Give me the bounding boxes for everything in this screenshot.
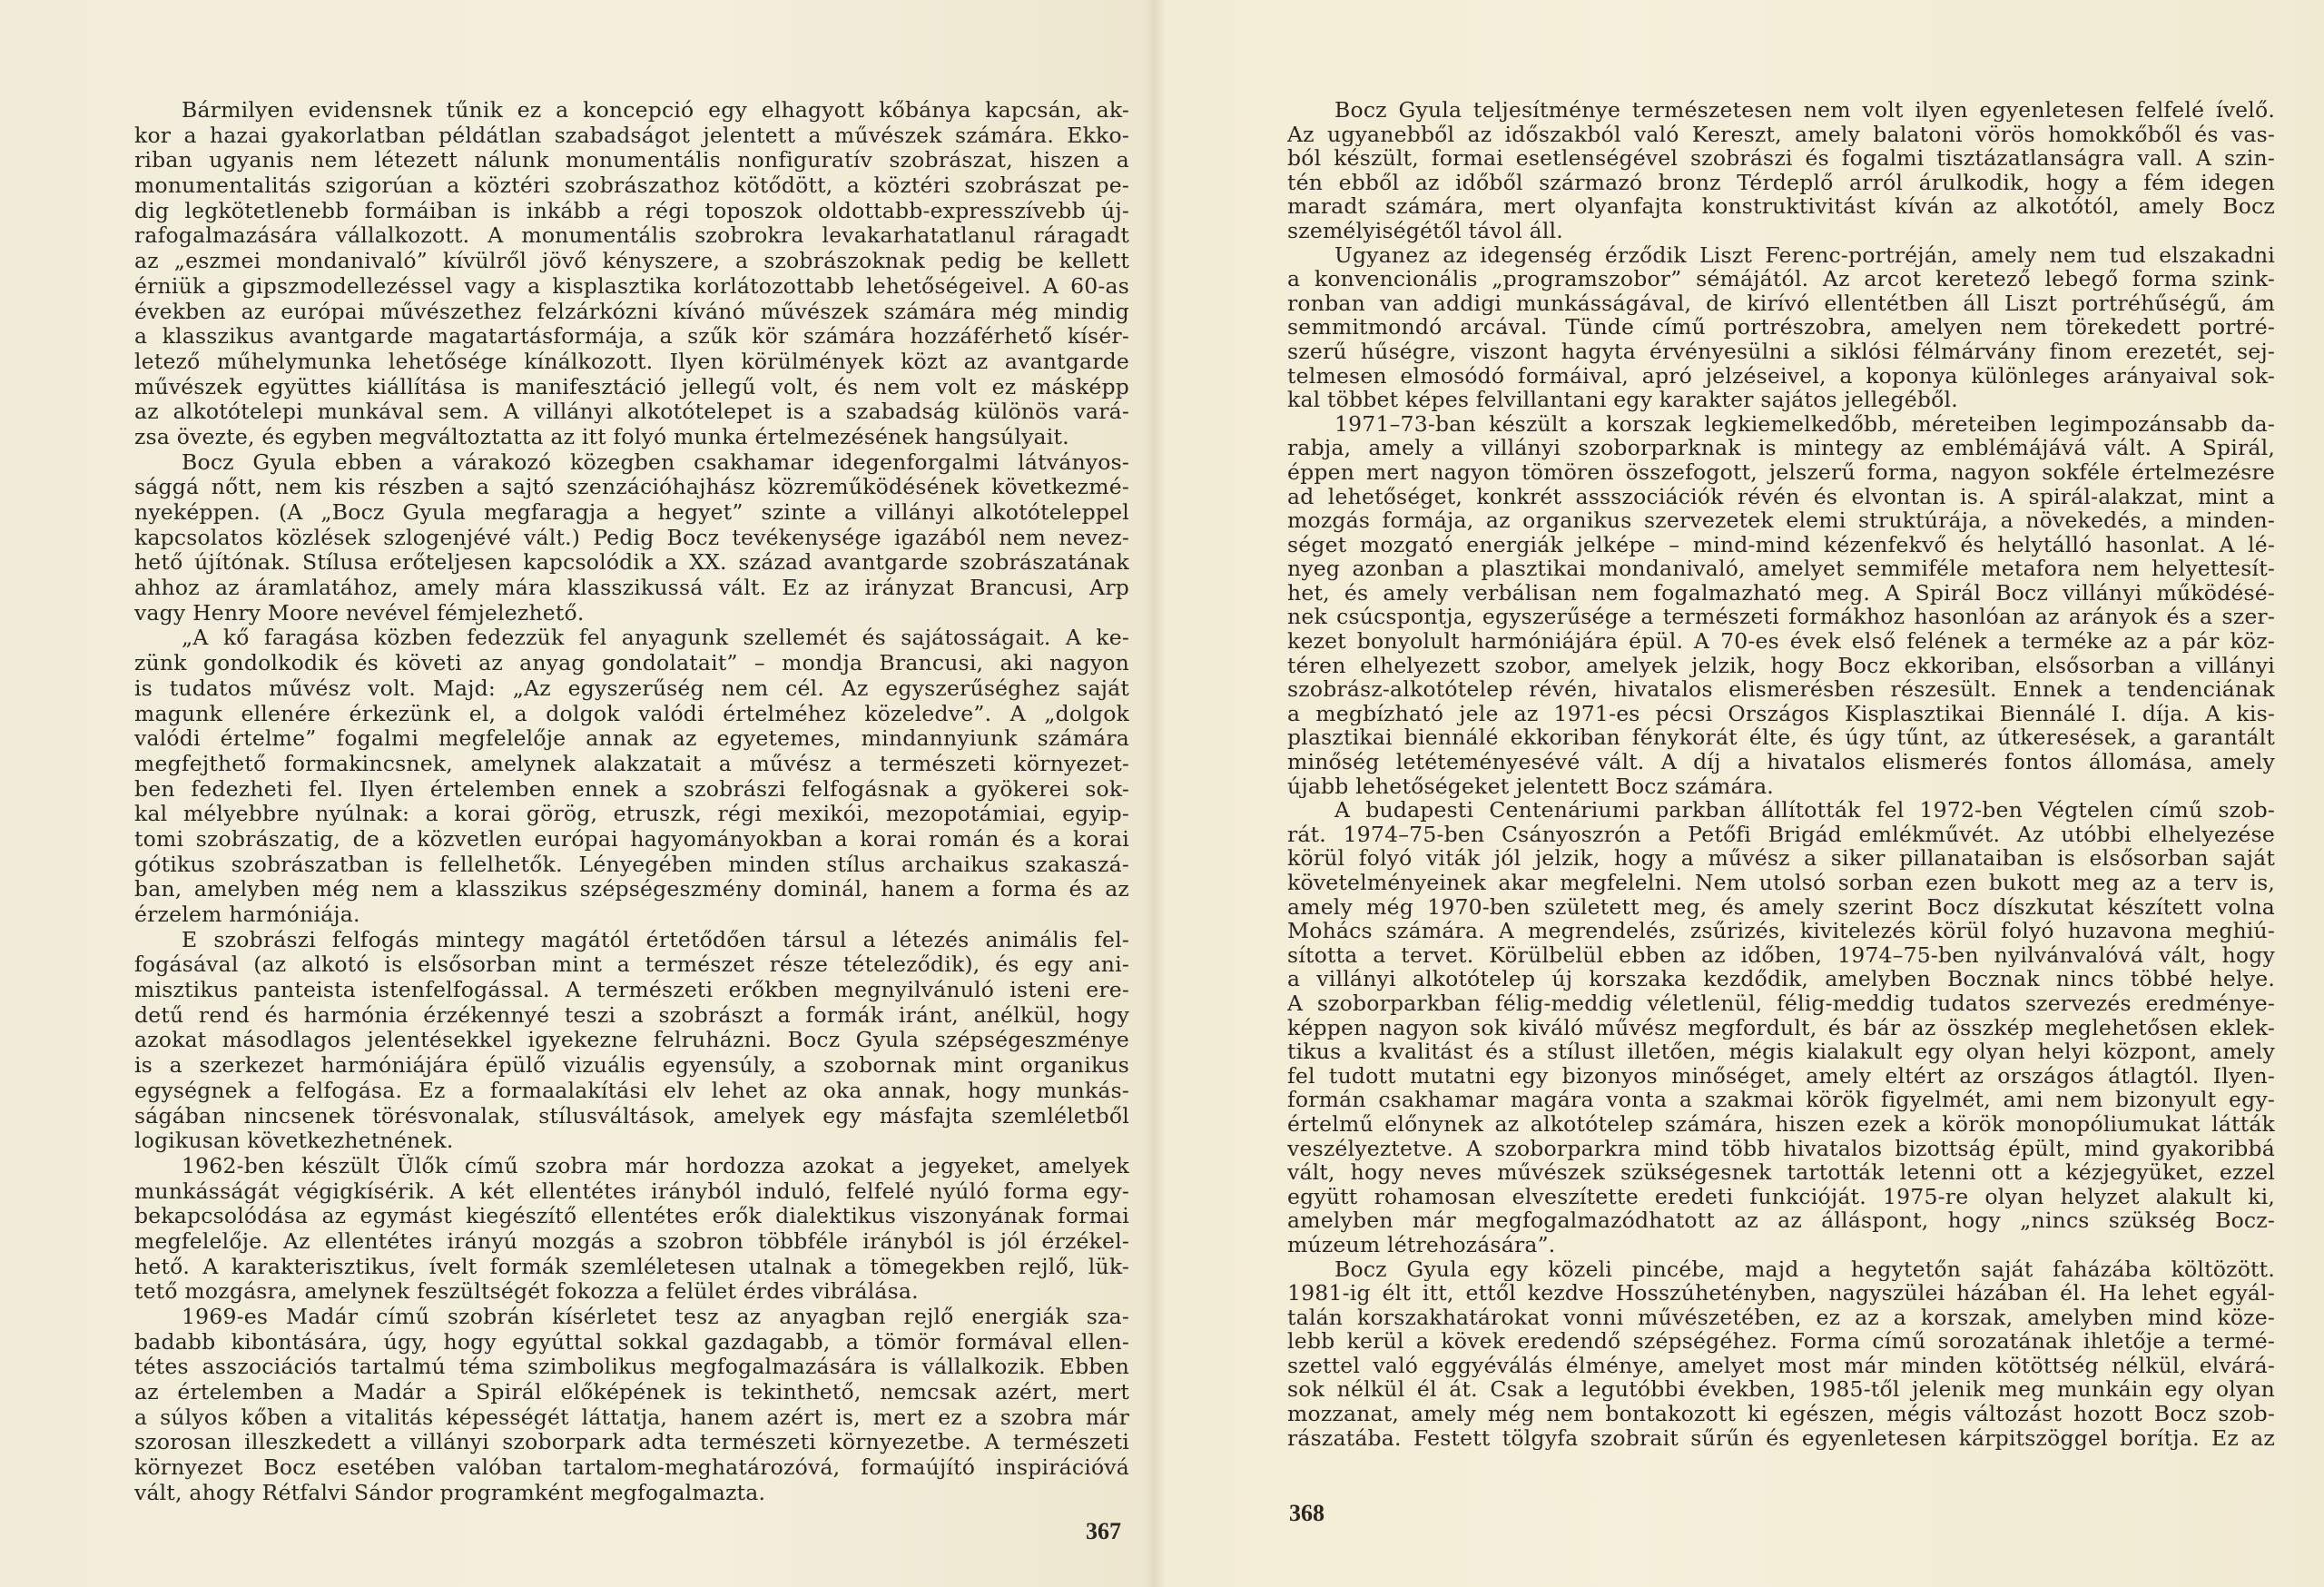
text-line: séget mozgató energiák jelképe – mind-mind kézenfekvő és helytálló hasonlat. A lé- (1287, 532, 2275, 557)
text-line: művészek együttes kiállítása is manifesztáció jellegű volt, és nem volt ez másképp (134, 374, 1129, 399)
text-line: ból készült, formai esetlenségével szobrászi és fogalmi tisztázatlanságra vall. A szin- (1287, 146, 2275, 171)
text-line: monumentalitás szigorúan a köztéri szobrászathoz kötődött, a köztéri szobrászat pe- (134, 173, 1129, 199)
text-line: fogásával (az alkotó is elsősorban mint a természet része tételeződik), és egy ani- (134, 952, 1129, 978)
text-line: személyiségétől távol áll. (1287, 218, 1563, 243)
text-line: nek csúcspontja, egyszerűsége a természeti formákhoz hasonlóan az arányok és a szer- (1287, 605, 2275, 630)
text-line: plasztikai biennálé ekkoriban fénykorát élte, és úgy tűnt, az útkeresések, a garantált (1287, 725, 2275, 751)
text-line: ban, amelyben még nem a klasszikus szépségeszmény dominál, hanem a forma és az (134, 877, 1129, 902)
right-page-text (1287, 98, 2275, 1450)
text-line: érzelem harmóniája. (134, 902, 360, 927)
text-line: bekapcsolódása az egymást kiegészítő ellentétes erők dialektikus viszonyának formai (134, 1204, 1129, 1229)
text-line: képpen nagyon sok kiváló művész megfordult, és bár az összkép meglehetősen eklek- (1287, 1015, 2275, 1040)
text-line: azokat másodlagos jelentésekkel igyekezne felruházni. Bocz Gyula szépségeszménye (134, 1028, 1129, 1053)
text-line: formán csakhamar magára vonta a szakmai körök figyelmét, ami nem bizonyult egy- (1287, 1088, 2275, 1112)
text-line: Mohács számára. A megrendelés, zsűrizés, kivitelezés körül folyó huzavona meghiú- (1287, 919, 2275, 943)
text-line: kal többet képes felvillantani egy karakter sajátos jellegéből. (1287, 388, 1958, 412)
text-line: hető újítónak. Stílusa erőteljesen kapcsolódik a XX. század avantgarde szobrászatának (134, 550, 1129, 576)
text-line: 1971–73-ban készült a korszak legkiemelkedőbb, méreteiben legimpozánsabb da- (1334, 411, 2275, 437)
text-line: téren elhelyezett szobor, amelyek jelzik, hogy Bocz ekkoriban, elsősorban a villányi (1287, 653, 2275, 678)
text-line: múzeum létrehozására”. (1287, 1232, 1556, 1257)
text-line: hető. A karakterisztikus, ívelt formák szemléletesen utalnak a tömegekben rejlő, lük- (134, 1254, 1129, 1279)
text-line: letező műhelymunka lehetősége kínálkozott. Ilyen körülmények közt az avantgarde (134, 349, 1129, 374)
text-line: az „eszmei mondanivaló” kívülről jövő kényszere, a szobrászoknak pedig be kellett (134, 249, 1129, 274)
text-line: rát. 1974–75-ben Csányoszrón a Petőfi Brigád emlékművét. Az utóbbi elhelyezése (1287, 822, 2275, 847)
text-line: Bocz Gyula ebben a várakozó közegben csakhamar idegenforgalmi látványos- (182, 449, 1129, 475)
text-line: kezet bonyolult harmóniájára épül. A 70-es évek első felének a terméke az a pár köz- (1287, 629, 2275, 654)
text-line: ságában nincsenek törésvonalak, stílusváltások, amelyek egy másfajta szemléletből (134, 1103, 1129, 1129)
text-line: ben fedezheti fel. Ilyen értelemben ennek a szobrászi felfogásnak a gyökerei sok- (134, 776, 1129, 802)
text-line: tétes asszociációs tartalmú téma szimbolikus megfogalmazására is vállalkozik. Ebben (134, 1355, 1129, 1380)
text-line: zünk gondolkodik és követi az anyag gondolatait” – mondja Brancusi, aki nagyon (134, 651, 1129, 676)
text-line: telmesen elmosódó formáival, apró jelzéseivel, a koponya különleges arányaival sok- (1287, 363, 2275, 389)
text-line: amelyben már megfogalmazódhatott az az álláspont, hogy „nincs szükség Bocz- (1287, 1208, 2275, 1233)
text-line: környezet Bocz esetében valóban tartalom-meghatározóvá, formaújító inspirációvá (134, 1455, 1129, 1481)
text-line: az alkotótelepi munkával sem. A villányi alkotótelepet is a szabadság különös vará- (134, 399, 1129, 425)
text-line: talán korszakhatárokat vonni művészetében, ez az a korszak, amelyben mind köze- (1287, 1305, 2275, 1330)
text-line: dig legkötetlenebb formáiban is inkább a régi toposzok oldottabb-expresszívebb új- (134, 198, 1129, 223)
text-line: riban ugyanis nem létezett nálunk monumentális nonfiguratív szobrászat, hiszen a (134, 148, 1129, 173)
text-line: badabb kibontására, úgy, hogy egyúttal sokkal gazdagabb, a tömör formával ellen- (134, 1329, 1129, 1355)
text-line: szorosan illeszkedett a villányi szoborpark adta természeti környezetbe. A természeti (134, 1430, 1129, 1455)
text-line: gótikus szobrászatban is fellelhetők. Lényegében minden stílus archaikus szakaszá- (134, 852, 1129, 877)
text-line: Az ugyanebből az időszakból való Kereszt, amely balatoni vörös homokkőből és vas- (1287, 122, 2275, 147)
text-line: logikusan következhetnének. (134, 1129, 454, 1154)
text-line: követelményeinek akar megfelelni. Nem utolsó sorban ezen bukott meg az a terv is, (1287, 871, 2275, 895)
text-line: mozgás formája, az organikus szervezetek elemi struktúrája, a növekedés, a minden- (1287, 508, 2275, 533)
text-line: valódi értelme” fogalmi megfelelője annak az egyetemes, mindannyiunk számára (134, 726, 1129, 752)
text-line: fel tudott mutatni egy bizonyos minőséget, amely eltért az országos átlagtól. Ilyen- (1287, 1063, 2275, 1089)
text-line: Ugyanez az idegenség érződik Liszt Ferenc-portréján, amely nem tud elszakadni (1334, 242, 2275, 268)
text-line: mozzanat, amely még nem bontakozott ki egészen, mégis változást hozott Bocz szob- (1287, 1402, 2275, 1426)
text-line: misztikus panteista istenfelfogással. A természeti erőkben megnyilvánuló isteni ere- (134, 978, 1129, 1003)
text-line: a megbízható jele az 1971-es pécsi Országos Kisplasztikai Biennálé I. díja. A kis- (1287, 701, 2275, 726)
text-line: maradt számára, mert olyanfajta konstruktivitást kíván az alkotótól, amely Bocz (1287, 194, 2275, 219)
text-line: tén ebből az időből származó bronz Térdeplő arról árulkodik, hogy a fém idegen (1287, 170, 2275, 195)
text-line: éppen mert nagyon tömören összefogott, jelszerű forma, nagyon sokféle értelmezésre (1287, 459, 2275, 485)
text-line: nyeg azonban a plasztikai mondanivaló, amelyet semmiféle metafora nem helyettesít- (1287, 557, 2275, 581)
text-line: minőség letéteményesévé vált. A díj a hivatalos elismerés fontos állomása, amely (1287, 750, 2275, 774)
left-page-text (134, 98, 1129, 1506)
text-line: körül folyó viták jól jelzik, hogy a művész a siker pillanataiban is elsősorban saját (1287, 846, 2275, 871)
text-line: kapcsolatos közlések szlogenjévé vált.) Pedig Bocz tevékenysége igazából nem nevez- (134, 525, 1129, 550)
text-line: kor a hazai gyakorlatban példátlan szabadságot jelentett a művészek számára. Ekko- (134, 123, 1129, 148)
book-gutter (1146, 0, 1166, 1587)
text-line: A budapesti Centenáriumi parkban állították fel 1972-ben Végtelen című szob- (1334, 798, 2275, 823)
text-line: sította a tervet. Körülbelül ebben az időben, 1974–75-ben nyilvánvalóvá vált, hogy (1287, 942, 2275, 968)
page-number-left: 367 (1086, 1518, 1121, 1544)
text-line: a konvencionális „programszobor” sémájától. Az arcot keretező lebegő forma szink- (1287, 267, 2275, 291)
text-line: tető mozgásra, amelynek feszültségét fokozza a felület érdes vibrálása. (134, 1279, 919, 1305)
text-line: semmitmondó arcával. Tünde című portrészobra, amelyen nem törekedett portré- (1287, 315, 2275, 340)
text-line: zsa övezte, és egyben megváltoztatta az itt folyó munka értelmezésének hangsúlyait. (134, 424, 1069, 449)
text-line: 1962-ben készült Ülők című szobra már hordozza azokat a jegyeket, amelyek (182, 1153, 1129, 1178)
text-line: A szoborparkban félig-meddig véletlenül, félig-meddig tudatos szervezés eredménye- (1287, 991, 2275, 1016)
text-line: értelmű előnynek az alkotótelep számára, hiszen ezek a körök monopóliumukat látták (1287, 1111, 2275, 1137)
text-line: újabb lehetőségeket jelentett Bocz számára. (1287, 774, 1774, 799)
text-line: megfelelője. Az ellentétes irányú mozgás a szobron többféle irányból is jól érzékel- (134, 1228, 1129, 1254)
text-line: egységnek a felfogása. Ez a formaalakítási elv lehet az oka annak, hogy munkás- (134, 1078, 1129, 1103)
text-line: nyeképpen. (A „Bocz Gyula megfaragja a hegyet” szinte a villányi alkotóteleppel (134, 500, 1129, 525)
text-line: szettel való eggyéválás élménye, amelyet most már minden kötöttség nélkül, elvárá- (1287, 1353, 2275, 1378)
text-line: rafogalmazására vállalkozott. A monumentális szobrokra levakarhatatlanul ráragadt (134, 223, 1129, 249)
text-line: sok nélkül él át. Csak a legutóbbi években, 1985-től jelenik meg munkáin egy olyan (1287, 1377, 2275, 1403)
text-line: is tudatos művész volt. Majd: „Az egyszerűség nem cél. Az egyszerűséghez saját (134, 675, 1129, 701)
text-line: a súlyos kőben a vitalitás képességét láttatja, hanem azért is, mert ez a szobra már (134, 1405, 1129, 1430)
text-line: is a szerkezet harmóniájára épülő vizuális egyensúly, a szobornak mint organikus (134, 1053, 1129, 1079)
text-line: tikus a kvalitást és a stílust illetően, mégis kialakult egy olyan helyi központ, amely (1287, 1040, 2275, 1064)
text-line: sággá nőtt, nem kis részben a sajtó szenzációhajhász közreműködésének következmé- (134, 475, 1129, 500)
text-line: ad lehetőséget, konkrét assszociációk révén és elvontan is. A spirál-alakzat, mint a (1287, 484, 2275, 509)
text-line: együtt rohamosan elveszítette eredeti funkcióját. 1975-re olyan helyzet alakult ki, (1287, 1184, 2275, 1209)
text-line: érniük a gipszmodellezéssel vagy a kisplasztika korlátozottabb lehetőségeivel. A 60-as (134, 273, 1129, 299)
text-line: vagy Henry Moore nevével fémjelezhető. (134, 600, 585, 626)
text-line: az értelemben a Madár a Spirál előképének is tekinthető, nemcsak azért, mert (134, 1380, 1129, 1405)
text-line: „A kő faragása közben fedezzük fel anyagunk szellemét és sajátosságait. A ke- (182, 626, 1129, 651)
text-line: rászatába. Festett tölgyfa szobrait sűrűn és egyenletesen kárpitszöggel borítja. Ez az (1287, 1425, 2275, 1451)
text-line: vált, hogy neves művészek szükségesnek tartották letenni ott a kézjegyüket, ezzel (1287, 1160, 2275, 1185)
text-line: Bocz Gyula teljesítménye természetesen nem volt ilyen egyenletesen felfelé ívelő. (1334, 98, 2275, 123)
text-line: szerű hűségre, viszont hagyta érvényesülni a siklósi félmárvány finom erezetét, sej- (1287, 339, 2275, 364)
text-line: vált, ahogy Rétfalvi Sándor programként megfogalmazta. (134, 1480, 766, 1505)
text-line: a villányi alkotótelep új korszaka kezdődik, amelyben Bocznak nincs többé helye. (1287, 967, 2275, 991)
text-line: tomi szobrászatig, de a közvetlen európai hagyományokban a korai román és a korai (134, 826, 1129, 852)
text-line: 1981-ig élt itt, ettől kezdve Hosszúhetényben, nagyszülei házában él. Ha lehet egyál- (1287, 1281, 2275, 1306)
text-line: megfejthető formakincsnek, amelynek alakzatait a művész a természeti környezet- (134, 751, 1129, 776)
text-line: ahhoz az áramlatához, amely mára klasszikussá vált. Ez az irányzat Brancusi, Arp (134, 576, 1129, 601)
text-line: E szobrászi felfogás mintegy magától értetődően társul a létezés animális fel- (182, 927, 1129, 952)
text-line: szobrász-alkotótelep révén, hivatalos elismerésben részesült. Ennek a tendenciának (1287, 677, 2275, 702)
text-line: munkásságát végigkísérik. A két ellentétes irányból induló, felfelé nyúló forma egy- (134, 1178, 1129, 1204)
page-number-right: 368 (1289, 1500, 1324, 1526)
text-line: Bármilyen evidensnek tűnik ez a koncepció egy elhagyott kőbánya kapcsán, ak- (182, 98, 1129, 123)
text-line: kal mélyebbre nyúlnak: a korai görög, etruszk, régi mexikói, mezopotámiai, egyip- (134, 802, 1129, 827)
text-line: magunk ellenére érkezünk el, a dolgok valódi értelméhez közeledve”. A „dolgok (134, 701, 1129, 726)
text-line: ronban van addigi munkásságával, de kirívó ellentétben áll Liszt portréhűségű, ám (1287, 291, 2275, 316)
text-line: a klasszikus avantgarde magatartásformája, a szűk kör számára hozzáférhető kísér- (134, 324, 1129, 350)
text-line: veszélyeztetve. A szoborparkra mind több hivatalos bizottság épült, mind gyakoribbá (1287, 1136, 2275, 1161)
text-line: Bocz Gyula egy közeli pincébe, majd a hegytetőn saját faházába költözött. (1334, 1257, 2275, 1282)
text-line: lebb kerül a kövek eredendő szépségéhez. Forma című sorozatának ihletője a termé- (1287, 1329, 2275, 1354)
text-line: detű rend és harmónia érzékennyé teszi a szobrászt a formák iránt, anélkül, hogy (134, 1002, 1129, 1028)
text-line: het, és amely verbálisan nem fogalmazható meg. A Spirál Bocz villányi működésé- (1287, 580, 2275, 606)
text-line: rabja, amely a villányi szoborparknak is mintegy az emblémájává vált. A Spirál, (1287, 436, 2275, 460)
text-line: amely még 1970-ben született meg, és amely szerint Bocz díszkutat készített volna (1287, 894, 2275, 920)
text-line: 1969-es Madár című szobrán kísérletet tesz az anyagban rejlő energiák sza- (182, 1305, 1129, 1329)
text-line: években az európai művészethez felzárkózni kívánó művészek számára még mindig (134, 299, 1129, 324)
